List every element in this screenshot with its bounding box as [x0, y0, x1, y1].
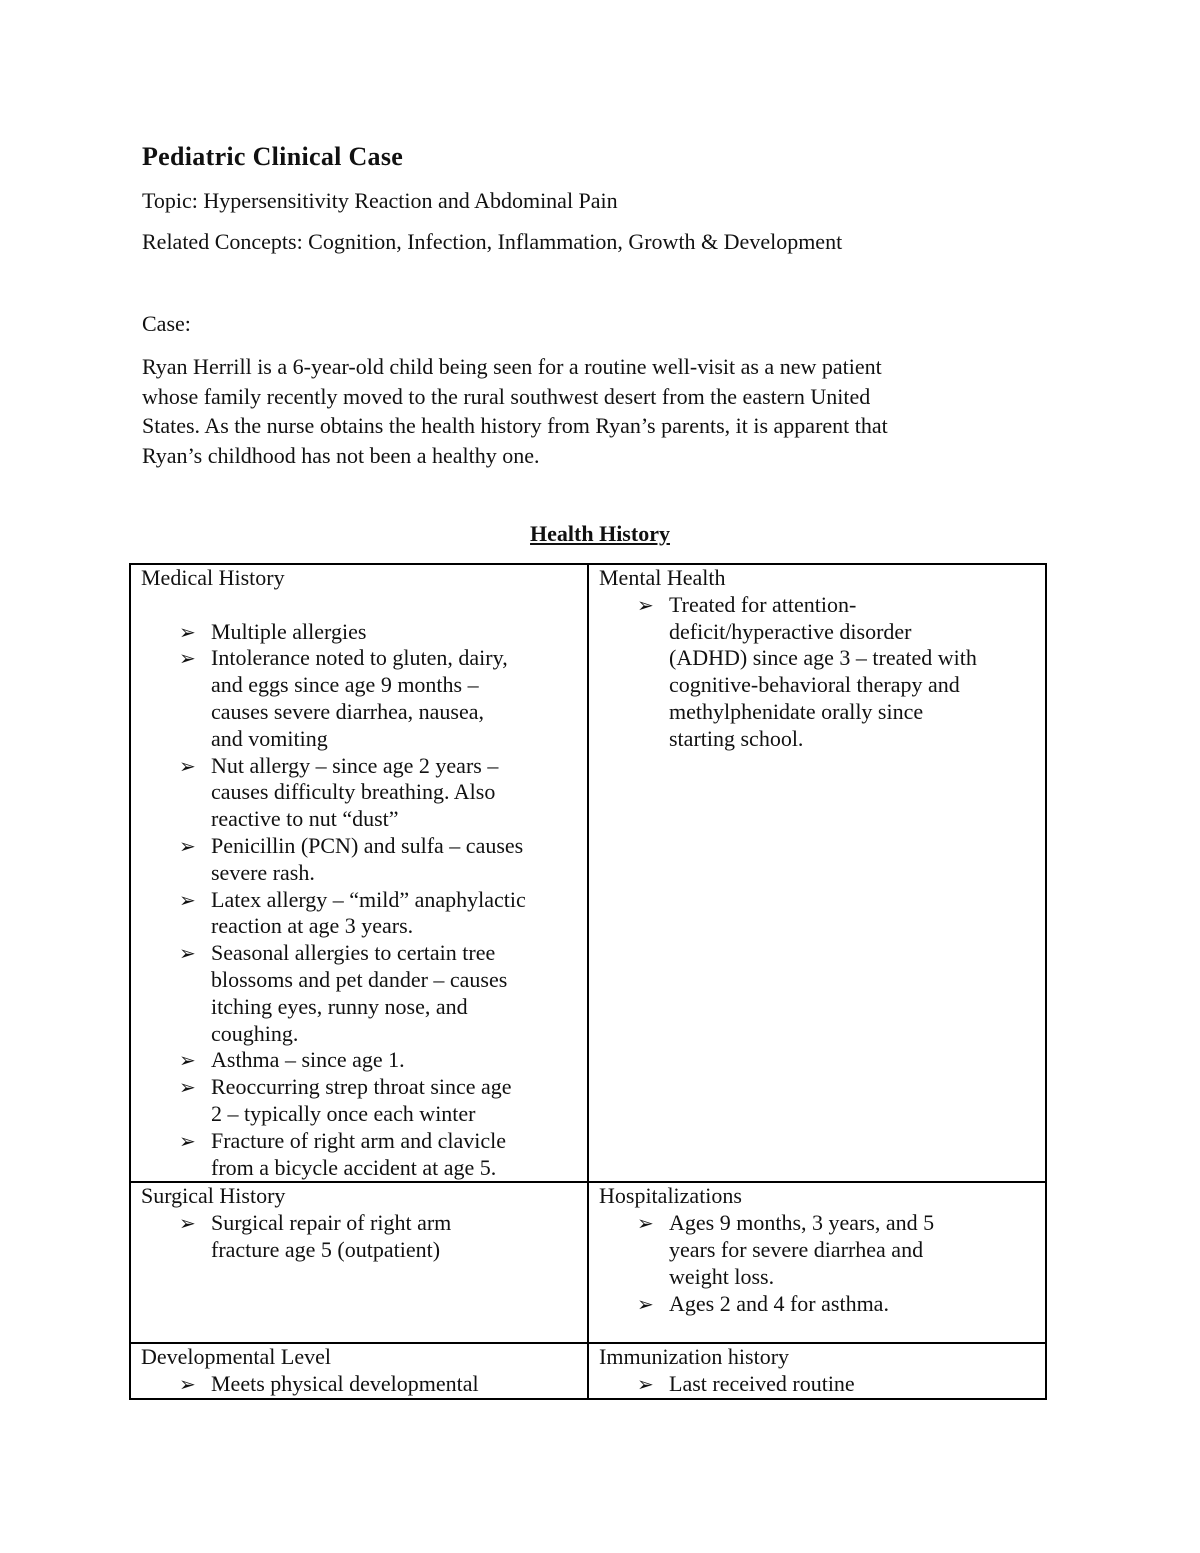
bullet-item — [179, 833, 581, 887]
bullet-line: 2 – typically once each winter — [211, 1100, 476, 1126]
medical-history-list — [141, 619, 581, 1182]
bullet-text — [669, 1291, 1039, 1318]
bullet-text — [211, 1128, 581, 1182]
developmental-level-heading: Developmental Level — [141, 1344, 331, 1370]
bullet-line: Nut allergy – since age 2 years – — [211, 752, 499, 778]
bullet-item — [179, 753, 581, 833]
bullet-line: coughing. — [211, 1020, 299, 1046]
bullet-line: cognitive-behavioral therapy and — [669, 672, 960, 698]
bullet-line: Treated for attention- — [669, 591, 857, 617]
arrow-bullet-icon: ➢ — [637, 592, 654, 617]
case-line: Ryan Herrill is a 6-year-old child being seen for a routine well-visit as a new patient — [142, 354, 882, 379]
arrow-bullet-icon: ➢ — [179, 1211, 196, 1236]
bullet-line: Latex allergy – “mild” anaphylactic — [211, 886, 526, 912]
bullet-line: reactive to nut “dust” — [211, 806, 399, 832]
case-paragraph — [142, 352, 1042, 470]
bullet-line: methylphenidate orally since — [669, 698, 924, 724]
bullet-line: Reoccurring strep throat since age — [211, 1074, 512, 1100]
bullet-line: Seasonal allergies to certain tree — [211, 940, 496, 966]
immunization-history-cell — [588, 1343, 1046, 1399]
bullet-text — [211, 887, 581, 941]
case-line: States. As the nurse obtains the health history from Ryan’s parents, it is apparent that — [142, 413, 888, 438]
mental-health-heading: Mental Health — [599, 565, 726, 590]
bullet-item — [637, 1291, 1039, 1318]
immunization-history-list — [599, 1371, 1039, 1398]
bullet-line: Intolerance noted to gluten, dairy, — [211, 645, 508, 671]
medical-history-heading: Medical History — [141, 565, 285, 590]
bullet-item — [179, 887, 581, 941]
arrow-bullet-icon: ➢ — [179, 1048, 196, 1073]
bullet-text — [669, 1210, 1039, 1290]
arrow-bullet-icon: ➢ — [179, 753, 196, 778]
bullet-text — [211, 1371, 581, 1398]
bullet-line: starting school. — [669, 725, 804, 751]
bullet-line: from a bicycle accident at age 5. — [211, 1154, 497, 1180]
bullet-line: reaction at age 3 years. — [211, 913, 414, 939]
bullet-item — [179, 940, 581, 1047]
related-concepts-line: Related Concepts: Cognition, Infection, Inflammation, Growth & Development — [142, 229, 843, 254]
bullet-line: Asthma – since age 1. — [211, 1047, 405, 1073]
bullet-item — [179, 1047, 581, 1074]
developmental-level-list — [141, 1371, 581, 1398]
hospitalizations-cell — [588, 1182, 1046, 1343]
arrow-bullet-icon: ➢ — [179, 1075, 196, 1100]
hospitalizations-list — [599, 1210, 1039, 1317]
bullet-line: causes difficulty breathing. Also — [211, 779, 496, 805]
bullet-line: causes severe diarrhea, nausea, — [211, 698, 485, 724]
bullet-item — [179, 1128, 581, 1182]
immunization-history-heading: Immunization history — [599, 1344, 790, 1370]
bullet-line: itching eyes, runny nose, and — [211, 993, 468, 1019]
bullet-line: Surgical repair of right arm — [211, 1210, 452, 1236]
bullet-line: Meets physical developmental — [211, 1371, 479, 1397]
bullet-text — [211, 619, 581, 646]
bullet-item — [637, 1371, 1039, 1398]
bullet-line: Penicillin (PCN) and sulfa – causes — [211, 832, 524, 858]
arrow-bullet-icon: ➢ — [179, 1128, 196, 1153]
bullet-text — [211, 940, 581, 1047]
mental-health-list — [599, 592, 1039, 753]
arrow-bullet-icon: ➢ — [637, 1372, 654, 1397]
bullet-text — [669, 1371, 1039, 1398]
bullet-item — [179, 1371, 581, 1398]
health-history-title: Health History — [530, 521, 670, 546]
bullet-text — [211, 753, 581, 833]
arrow-bullet-icon: ➢ — [179, 833, 196, 858]
bullet-line: Ages 9 months, 3 years, and 5 — [669, 1210, 935, 1236]
arrow-bullet-icon: ➢ — [179, 1372, 196, 1397]
case-line: whose family recently moved to the rural southwest desert from the eastern United — [142, 383, 871, 409]
bullet-item — [179, 645, 581, 752]
arrow-bullet-icon: ➢ — [179, 646, 196, 671]
bullet-text — [669, 592, 1039, 753]
bullet-line: fracture age 5 (outpatient) — [211, 1236, 441, 1262]
hospitalizations-heading: Hospitalizations — [599, 1183, 742, 1209]
bullet-item — [179, 1074, 581, 1128]
medical-history-cell — [130, 564, 588, 1182]
bullet-line: blossoms and pet dander – causes — [211, 966, 508, 992]
bullet-item — [179, 1210, 581, 1264]
arrow-bullet-icon: ➢ — [179, 941, 196, 966]
bullet-line: Last received routine — [669, 1371, 855, 1397]
bullet-line: weight loss. — [669, 1263, 775, 1289]
arrow-bullet-icon: ➢ — [179, 619, 196, 644]
bullet-text — [211, 833, 581, 887]
bullet-text — [211, 645, 581, 752]
bullet-item — [637, 1210, 1039, 1290]
topic-line: Topic: Hypersensitivity Reaction and Abdominal Pain — [142, 188, 618, 213]
arrow-bullet-icon: ➢ — [637, 1211, 654, 1236]
surgical-history-cell — [130, 1182, 588, 1343]
bullet-line: Fracture of right arm and clavicle — [211, 1127, 507, 1153]
health-history-table — [129, 563, 1047, 1400]
bullet-line: Multiple allergies — [211, 618, 367, 644]
bullet-text — [211, 1074, 581, 1128]
arrow-bullet-icon: ➢ — [637, 1291, 654, 1316]
document-title: Pediatric Clinical Case — [142, 142, 404, 171]
bullet-text — [211, 1047, 581, 1074]
bullet-line: years for severe diarrhea and — [669, 1236, 924, 1262]
bullet-line: and vomiting — [211, 725, 328, 751]
bullet-text — [211, 1210, 581, 1264]
surgical-history-list — [141, 1210, 581, 1264]
developmental-level-cell — [130, 1343, 588, 1399]
bullet-item — [637, 592, 1039, 753]
arrow-bullet-icon: ➢ — [179, 887, 196, 912]
bullet-line: deficit/hyperactive disorder — [669, 618, 912, 644]
case-label: Case: — [142, 311, 191, 336]
bullet-item — [179, 619, 581, 646]
surgical-history-heading: Surgical History — [141, 1183, 286, 1209]
bullet-line: and eggs since age 9 months – — [211, 672, 479, 698]
bullet-line: Ages 2 and 4 for asthma. — [669, 1290, 889, 1316]
case-line: Ryan’s childhood has not been a healthy one. — [142, 442, 540, 468]
bullet-line: (ADHD) since age 3 – treated with — [669, 645, 977, 671]
mental-health-cell — [588, 564, 1046, 1182]
bullet-line: severe rash. — [211, 859, 315, 885]
